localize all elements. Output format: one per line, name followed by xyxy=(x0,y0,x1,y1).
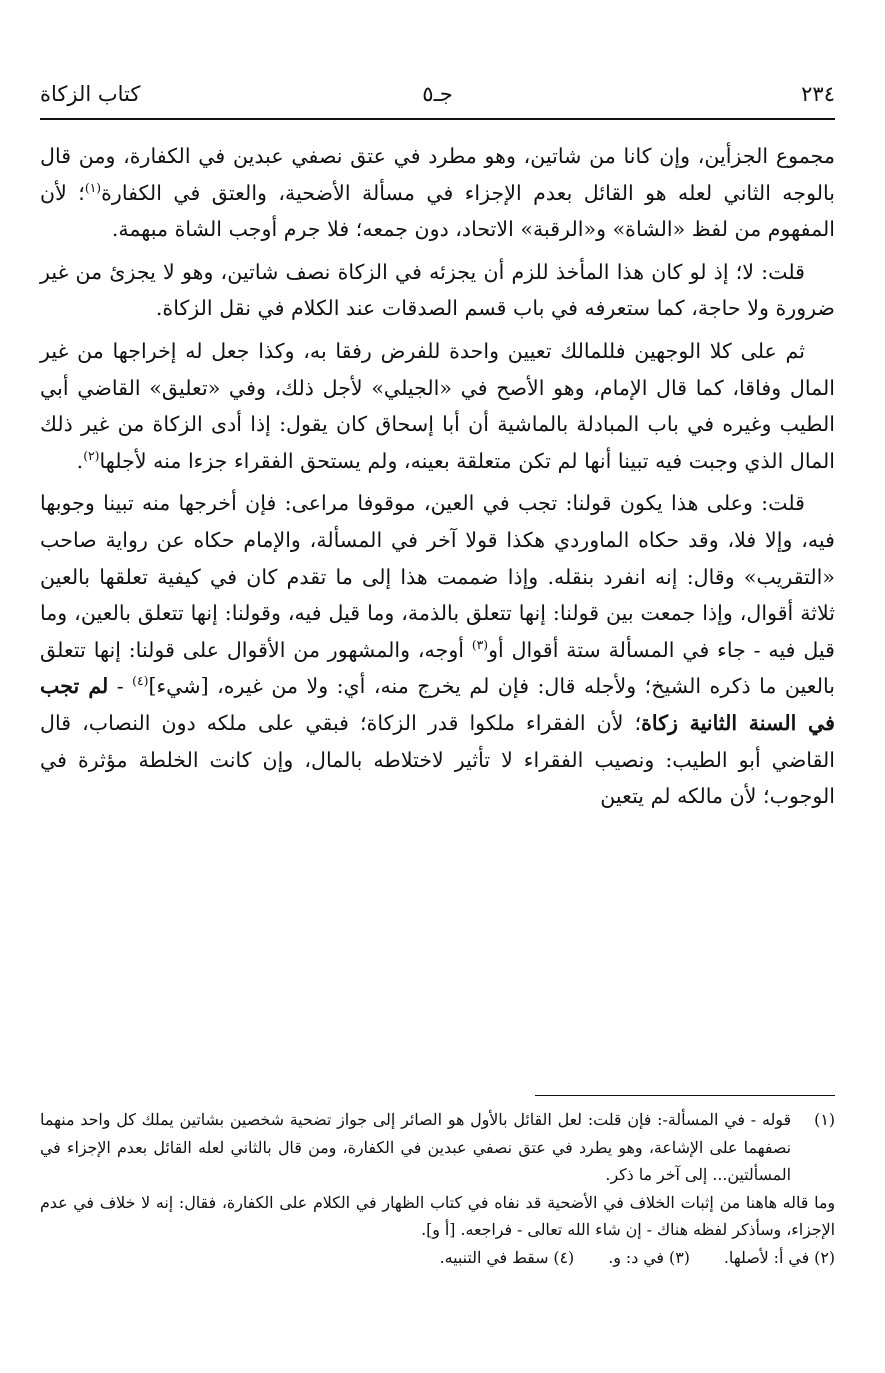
header-rule xyxy=(40,118,835,120)
footnote-text: قوله - في المسألة-: فإن قلت: لعل القائل بالأول هو الصائر إلى جواز تضحية شخصين بشاتين يملك كل واحد منهما نصفهما على الإشاعة، وهو يطرد في عتق نصفي عبدين في الكفارة، ومن قال بالثاني لعله القائل بعدم الإجزاء في المسألتين... إلى آخر ما ذكر. xyxy=(40,1110,791,1184)
paragraph: قلت: وعلى هذا يكون قولنا: تجب في العين، موقوفا مراعى: فإن أخرجها منه تبينا وجوبها فيه، وإلا فلا، وقد حكاه الماوردي هكذا قولا آخر في المسألة، والإمام حكاه عن رواية صاحب «التقريب» وقال: إنه انفرد بنقله. وإذا ضممت هذا إلى ما تقدم كان في كيفية تعلقها بالعين ثلاثة أقوال، وإذا جمعت بين قولنا: إنها تتعلق بالذمة، وما قيل فيه، وقولنا: إنها تتعلق بالعين، وما قيل فيه - جاء في المسألة ستة أقوال أو$^{(٣)}$ أوجه، والمشهور من الأقوال على قولنا: إنها تتعلق بالعين ما ذكره الشيخ؛ ولأجله قال: فإن لم يخرج منه، أي: ولا من غيره، [شيء]$^{(٤)}$ - لم تجب في السنة الثانية زكاة؛ لأن الفقراء ملكوا قدر الزكاة؛ فبقي على ملكه دون النصاب، قال القاضي أبو الطيب: ونصيب الفقراء لا تأثير لاختلاطه بالمال، وإن كانت الخلطة مؤثرة في الوجوب؛ لأن مالكه لم يتعين xyxy=(40,491,835,809)
footnote-row xyxy=(40,1244,835,1272)
footnote-1 xyxy=(40,1106,835,1189)
paragraph: قلت: لا؛ إذ لو كان هذا المأخذ للزم أن يجزئه في الزكاة نصف شاتين، وهو لا يجزئ من غير ضرورة ولا حاجة، كما ستعرفه في باب قسم الصدقات عند الكلام في نقل الزكاة. xyxy=(40,259,835,321)
emphasized-text: لم تجب في السنة الثانية زكاة xyxy=(40,674,835,735)
paragraph: مجموع الجزأين، وإن كانا من شاتين، وهو مطرد في عتق نصفي عبدين في الكفارة، ومن قال بالوجه الثاني لعله هو القائل بعدم الإجزاء في مسألة الأضحية، والعتق في الكفارة$^{(١)}$؛ لأن المفهوم من لفظ «الشاة» و«الرقبة» الاتحاد، دون جمعه؛ فلا جرم أوجب الشاة مبهمة. xyxy=(40,144,836,242)
footnote-1-continuation: وما قاله هاهنا من إثبات الخلاف في الأضحية قد نفاه في كتاب الظهار في الكلام على الكفارة، فقال: إنه لا خلاف في عدم الإجزاء، وسأذكر لفظه هناك - إن شاء الله تعالى - فراجعه. [أ و]. xyxy=(40,1192,835,1239)
book-page xyxy=(40,0,835,1373)
volume-label: جـ٥ xyxy=(422,82,453,106)
page-number: ٢٣٤ xyxy=(801,82,835,106)
footnote-4: (٤) سقط في التنبيه. xyxy=(439,1247,575,1267)
footnote-ref: (٣) xyxy=(471,637,489,652)
paragraph: ثم على كلا الوجهين فللمالك تعيين واحدة للفرض رفقا به، وكذا جعل له إخراجها من غير المال وفاقا، كما قال الإمام، وهو الأصح في «الجيلي» لأجل ذلك، وفي «تعليق» القاضي أبي الطيب وغيره في باب المبادلة بالماشية أن أبا إسحاق كان يقول: إذا أدى الزكاة من غير ذلك المال الذي وجبت فيه تبينا أنها لم تكن متعلقة بعينه، ولم يستحق الفقراء جزءا منه لأجلها$^{(٢)}$. xyxy=(40,338,835,473)
footnote-2: (٢) في أ: لأصلها. xyxy=(723,1247,835,1267)
book-title: كتاب الزكاة xyxy=(40,82,141,106)
page-header xyxy=(40,66,835,106)
footnote-3: (٣) في د: و. xyxy=(608,1247,690,1267)
footnote-ref: (٢) xyxy=(83,448,100,463)
footnotes xyxy=(40,1106,835,1271)
footnote-rule xyxy=(535,1095,835,1096)
footnote-ref: (٤) xyxy=(132,674,149,689)
footnote-number: (١) xyxy=(814,1110,835,1129)
footnote-ref: (١) xyxy=(84,180,102,195)
main-text xyxy=(40,138,835,821)
